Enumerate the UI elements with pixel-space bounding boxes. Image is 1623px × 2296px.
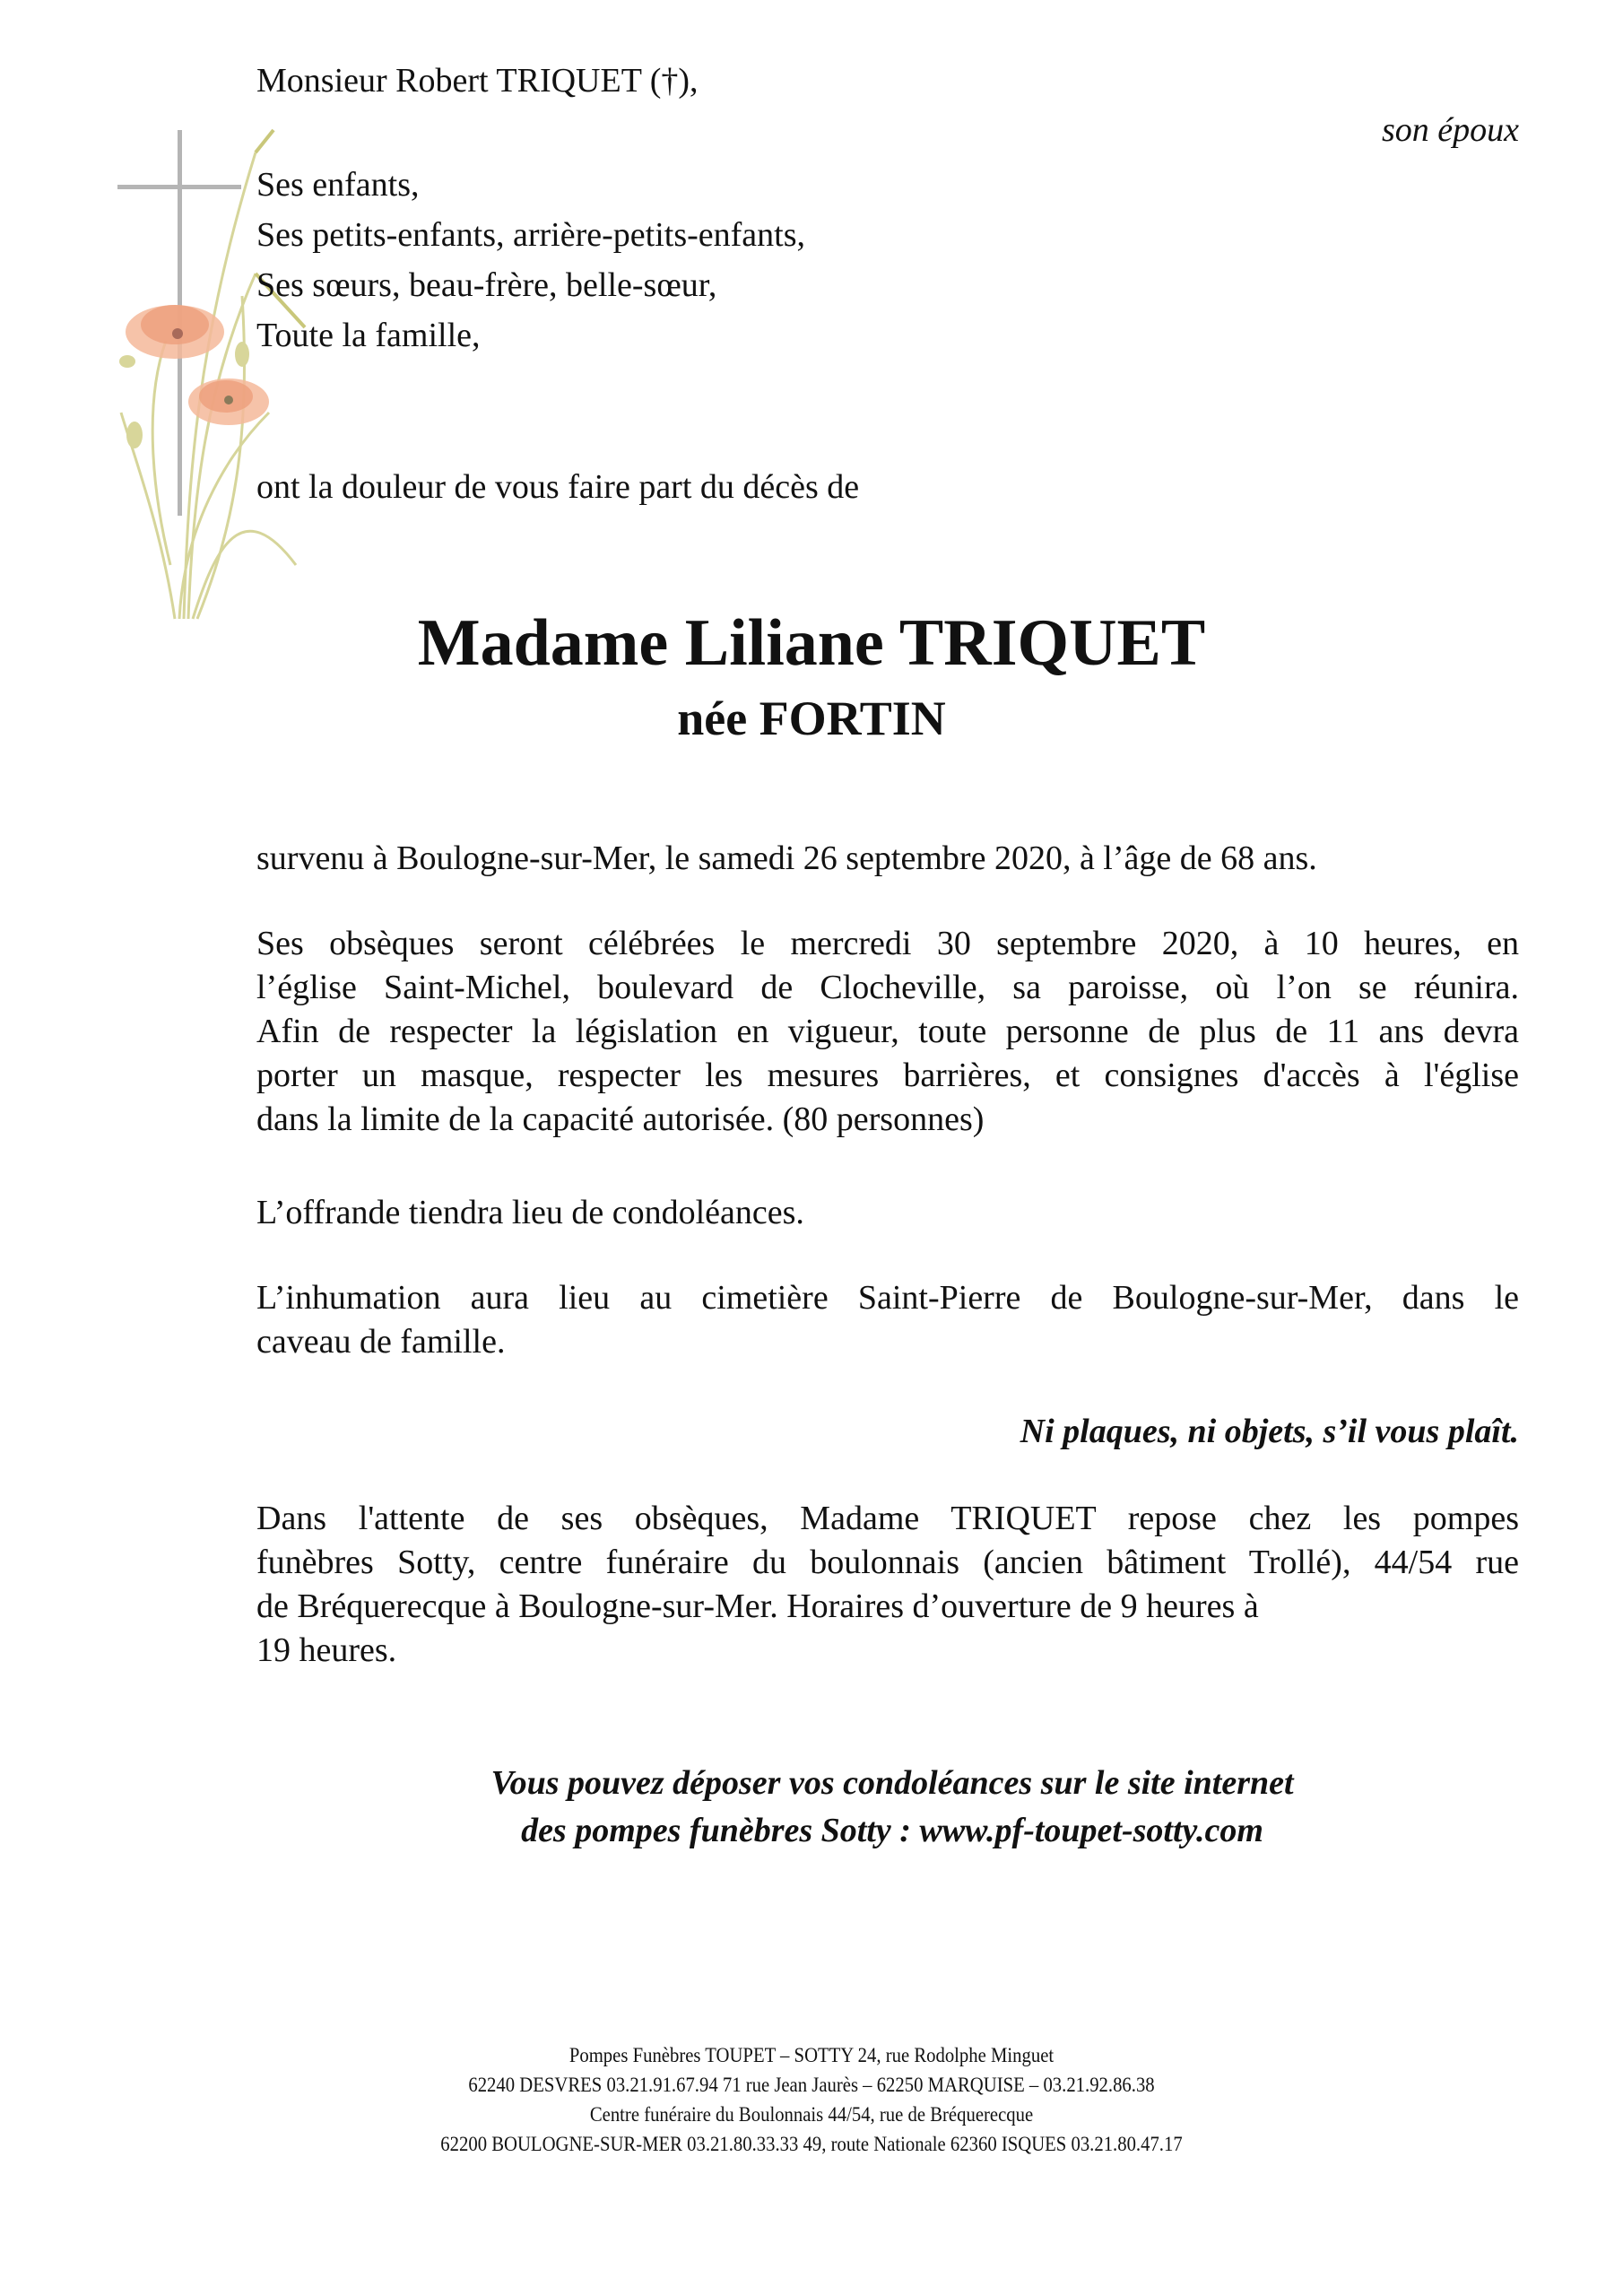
no-flowers-note: Ni plaques, ni objets, s’il vous plaît.: [1020, 1413, 1519, 1450]
footer-line: 62240 DESVRES 03.21.91.67.94 71 rue Jean Jaurès – 62250 MARQUISE – 03.21.92.86.38: [468, 2074, 1155, 2096]
paragraph-line: funèbres Sotty, centre funéraire du boulonnais (ancien bâtiment Trollé), 44/54 rue: [256, 1544, 1519, 1581]
condolences-website[interactable]: des pompes funèbres Sotty : www.pf-toupet-sotty.com: [521, 1812, 1263, 1849]
deceased-name: Madame Liliane TRIQUET: [417, 606, 1206, 680]
poppy-flower-icon: [126, 305, 224, 359]
footer-line: 62200 BOULOGNE-SUR-MER 03.21.80.33.33 49, route Nationale 62360 ISQUES 03.21.80.47.17: [440, 2133, 1183, 2155]
paragraph-line: de Bréquerecque à Boulogne-sur-Mer. Horaires d’ouverture de 9 heures à: [256, 1587, 1259, 1625]
announcement: ont la douleur de vous faire part du décès de: [256, 468, 860, 506]
paragraph-line: porter un masque, respecter les mesures barrières, et consignes d'accès à l'église: [256, 1057, 1519, 1094]
funeral-paragraph: [256, 922, 1519, 1142]
funeral-home-footer: [0, 2040, 1623, 2159]
condolences-line: Vous pouvez déposer vos condoléances sur le site internet: [490, 1764, 1294, 1802]
footer-line: Centre funéraire du Boulonnais 44/54, rue de Bréquerecque: [589, 2103, 1034, 2126]
footer-line: Pompes Funèbres TOUPET – SOTTY 24, rue Rodolphe Minguet: [568, 2044, 1055, 2066]
family-line: Ses sœurs, beau-frère, belle-sœur,: [256, 266, 717, 304]
paragraph-line: caveau de famille.: [256, 1323, 506, 1361]
spouse-role: son époux: [1381, 111, 1519, 149]
paragraph-line: 19 heures.: [256, 1631, 397, 1669]
death-details: survenu à Boulogne-sur-Mer, le samedi 26 septembre 2020, à l’âge de 68 ans.: [256, 839, 1317, 877]
spouse-line: Monsieur Robert TRIQUET (†),: [256, 62, 699, 100]
paragraph-line: dans la limite de la capacité autorisée. (80 personnes): [256, 1100, 985, 1138]
family-line: Toute la famille,: [256, 317, 481, 354]
family-line: Ses enfants,: [256, 166, 420, 204]
paragraph-line: Ses obsèques seront célébrées le mercredi 30 septembre 2020, à 10 heures, en: [256, 925, 1519, 962]
repose-paragraph: [256, 1497, 1519, 1673]
family-line: Ses petits-enfants, arrière-petits-enfants,: [256, 216, 805, 254]
paragraph-line: Dans l'attente de ses obsèques, Madame TRIQUET repose chez les pompes: [256, 1500, 1519, 1537]
paragraph-line: l’église Saint-Michel, boulevard de Clocheville, sa paroisse, où l’on se réunira.: [256, 969, 1519, 1006]
paragraph-line: L’inhumation aura lieu au cimetière Saint-Pierre de Boulogne-sur-Mer, dans le: [256, 1279, 1519, 1317]
poppy-flower-icon: [188, 378, 269, 425]
maiden-name: née FORTIN: [677, 691, 946, 745]
offering-note: L’offrande tiendra lieu de condoléances.: [256, 1194, 804, 1231]
paragraph-line: Afin de respecter la législation en vigueur, toute personne de plus de 11 ans devra: [256, 1013, 1519, 1050]
burial-paragraph: [256, 1276, 1519, 1364]
